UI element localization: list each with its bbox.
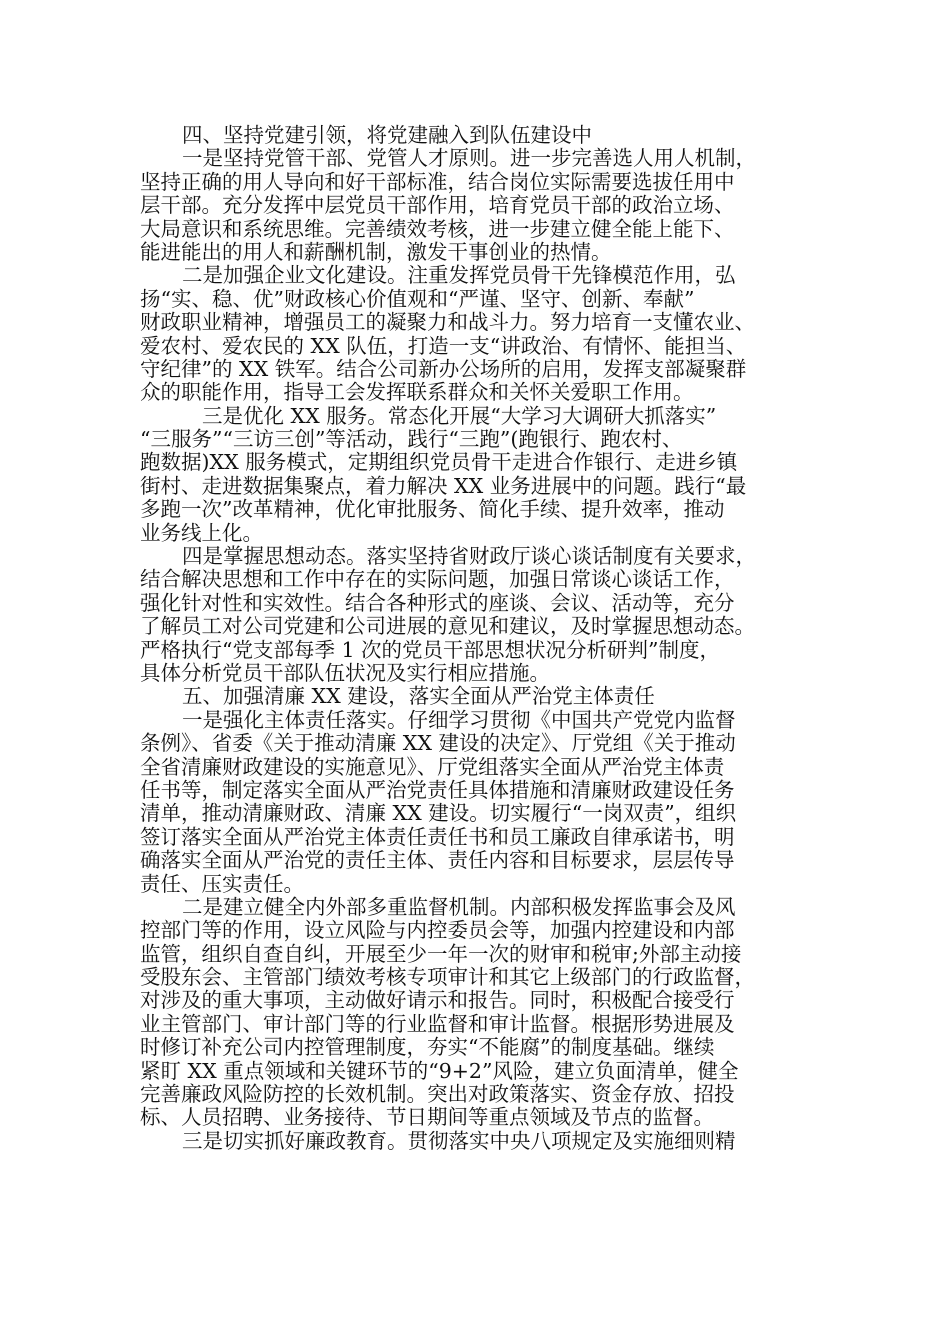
document-line: 层干部。充分发挥中层党员干部作用，培育党员干部的政治立场、 — [140, 193, 735, 218]
document-line: 大局意识和系统思维。完善绩效考核，进一步建立健全能上能下、 — [140, 216, 735, 241]
document-line: 扬“实、稳、优”财政核心价值观和“严谨、坚守、创新、奉献” — [140, 286, 695, 311]
document-line: 守纪律”的 XX 铁军。结合公司新办公场所的启用，发挥支部凝聚群 — [140, 356, 747, 381]
document-line: 一是坚持党管干部、党管人才原则。进一步完善选人用人机制， — [182, 146, 756, 171]
document-line: 紧盯 XX 重点领域和关键环节的“9+2”风险，建立负面清单，健全 — [140, 1058, 739, 1083]
document-line: 任书等，制定落实全面从严治党责任具体措施和清廉财政建设任务 — [140, 777, 735, 802]
document-line: 三是优化 XX 服务。常态化开展“大学习大调研大抓落实” — [202, 403, 717, 428]
document-line: 财政职业精神，增强员工的凝聚力和战斗力。努力培育一支懂农业、 — [140, 310, 755, 335]
document-line: 监管，组织自查自纠，开展至少一年一次的财审和税审;外部主动接 — [140, 941, 742, 966]
document-line: 时修订补充公司内控管理制度，夯实“不能腐”的制度基础。继续 — [140, 1035, 715, 1060]
document-line: 标、人员招聘、业务接待、节日期间等重点领域及节点的监督。 — [140, 1105, 714, 1130]
document-line: 爱农村、爱农民的 XX 队伍，打造一支“讲政治、有情怀、能担当、 — [140, 333, 747, 358]
document-line: 全省清廉财政建设的实施意见》、厅党组落实全面从严治党主体责 — [140, 754, 725, 779]
document-line: 业主管部门、审计部门等的行业监督和审计监督。根据形势进展及 — [140, 1011, 735, 1036]
document-line: 完善廉政风险防控的长效机制。突出对政策落实、资金存放、招投 — [140, 1082, 735, 1107]
document-page — [140, 124, 830, 1153]
document-line: 二是加强企业文化建设。注重发挥党员骨干先锋模范作用，弘 — [182, 263, 736, 288]
document-line: 责任、压实责任。 — [140, 871, 304, 896]
document-line: 坚持正确的用人导向和好干部标准，结合岗位实际需要选拔任用中 — [140, 169, 735, 194]
document-line: 二是建立健全内外部多重监督机制。内部积极发挥监事会及风 — [182, 894, 736, 919]
document-line: 五、加强清廉 XX 建设，落实全面从严治党主体责任 — [182, 684, 655, 709]
document-line: “三服务”“三访三创”等活动，践行“三跑”(跑银行、跑农村、 — [140, 427, 683, 452]
document-line: 清单，推动清廉财政、清廉 XX 建设。切实履行“一岗双责”，组织 — [140, 801, 737, 826]
document-line: 业务线上化。 — [140, 520, 263, 545]
document-line: 跑数据)XX 服务模式，定期组织党员骨干走进合作银行、走进乡镇 — [140, 450, 738, 475]
document-line: 结合解决思想和工作中存在的实际问题，加强日常谈心谈话工作， — [140, 567, 735, 592]
document-line: 四、坚持党建引领，将党建融入到队伍建设中 — [182, 123, 592, 147]
document-line: 了解员工对公司党建和公司进展的意见和建议，及时掌握思想动态。 — [140, 614, 755, 639]
document-line: 街村、走进数据集聚点，着力解决 XX 业务进展中的问题。践行“最 — [140, 473, 747, 498]
document-line: 受股东会、主管部门绩效考核专项审计和其它上级部门的行政监督， — [140, 965, 755, 990]
document-line: 严格执行“党支部每季 1 次的党员干部思想状况分析研判”制度， — [140, 637, 721, 662]
document-line: 条例》、省委《关于推动清廉 XX 建设的决定》、厅党组《关于推动 — [140, 731, 736, 756]
document-line: 众的职能作用，指导工会发挥联系群众和关怀关爱职工作用。 — [140, 380, 694, 405]
document-line: 签订落实全面从严治党主体责任责任书和员工廉政自律承诺书，明 — [140, 824, 735, 849]
document-line: 四是掌握思想动态。落实坚持省财政厅谈心谈话制度有关要求， — [182, 544, 756, 569]
document-line: 对涉及的重大事项，主动做好请示和报告。同时，积极配合接受行 — [140, 988, 735, 1013]
document-line: 多跑一次”改革精神，优化审批服务、简化手续、提升效率，推动 — [140, 497, 725, 522]
document-line: 确落实全面从严治党的责任主体、责任内容和目标要求，层层传导 — [140, 848, 735, 873]
document-line: 具体分析党员干部队伍状况及实行相应措施。 — [140, 660, 550, 685]
document-line: 能进能出的用人和薪酬机制，激发干事创业的热情。 — [140, 239, 612, 264]
document-line: 三是切实抓好廉政教育。贯彻落实中央八项规定及实施细则精 — [182, 1128, 736, 1153]
document-line: 一是强化主体责任落实。仔细学习贯彻《中国共产党党内监督 — [182, 707, 736, 732]
document-line: 控部门等的作用，设立风险与内控委员会等，加强内控建设和内部 — [140, 918, 735, 943]
document-line: 强化针对性和实效性。结合各种形式的座谈、会议、活动等，充分 — [140, 590, 735, 615]
